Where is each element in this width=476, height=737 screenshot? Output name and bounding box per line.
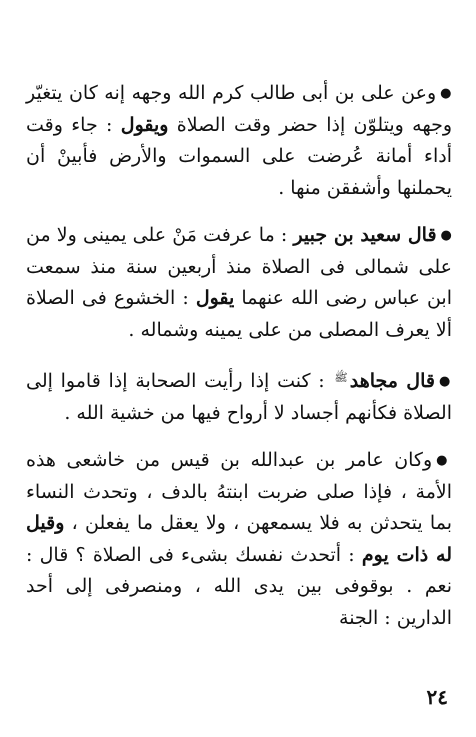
paragraph-ali-intro: وعن على بن أبى طالب كرم الله وجهه إنه كان يتغيّر وجهه ويتلوّن إذا حضر وقت الصلاة xyxy=(26,82,452,136)
paragraph-ali-speaker: ويقول xyxy=(120,113,169,136)
paragraph-mujahid xyxy=(26,362,452,429)
paragraph-ali xyxy=(26,78,452,204)
bullet-icon: ● xyxy=(436,453,453,468)
paragraph-said-speaker-2: يقول xyxy=(195,287,235,309)
bullet-icon: ● xyxy=(440,228,452,243)
bullet-icon: ● xyxy=(440,86,452,101)
page-number: ٢٤ xyxy=(426,685,448,709)
paragraph-amir xyxy=(26,445,452,634)
paragraph-amir-text: وكان عامر بن عبدالله بن قيس من خاشعى هذه الأمة ، فإذا صلى ضربت ابنتهُ بالدف ، وتحدث النساء بما يتحدثن به فلا يسمعهن ، ولا يعقل ما يفعلن ، xyxy=(26,449,452,534)
paragraph-mujahid-speaker: قال مجاهد xyxy=(349,370,435,392)
paragraph-amir-text-2: : أتحدث نفسك بشىء فى الصلاة ؟ قال : نعم . بوقوفى بين يدى الله ، ومنصرفى إلى أحد الدارين : الجنة xyxy=(26,543,452,629)
paragraph-amir-speaker: وقيل له ذات يوم xyxy=(26,512,452,566)
paragraph-mujahid-text: : كنت إذا رأيت الصحابة إذا قاموا إلى الصلاة فكأنهم أجساد لا أرواح فيها من خشية الله . xyxy=(26,370,452,424)
bullet-icon: ● xyxy=(438,374,453,389)
page-body xyxy=(26,78,452,634)
honorific-glyph: ﷺ xyxy=(334,371,348,384)
paragraph-ali-text: : جاء وقت أداء أمانة عُرضت على السموات والأرض فأبينْ أن يحملنها وأشفقن منها . xyxy=(26,113,452,199)
paragraph-said-text-2: : الخشوع فى الصلاة ألا يعرف المصلى من على يمينه وشماله . xyxy=(26,287,452,341)
paragraph-said-speaker: قال سعيد بن جبير xyxy=(293,224,437,246)
paragraph-said-text: : ما عرفت مَنْ على يمينى ولا من على شمالى فى الصلاة منذ أربعين سنة منذ سمعت ابن عباس رضى الله عنهما xyxy=(26,224,452,309)
paragraph-said xyxy=(26,220,452,346)
